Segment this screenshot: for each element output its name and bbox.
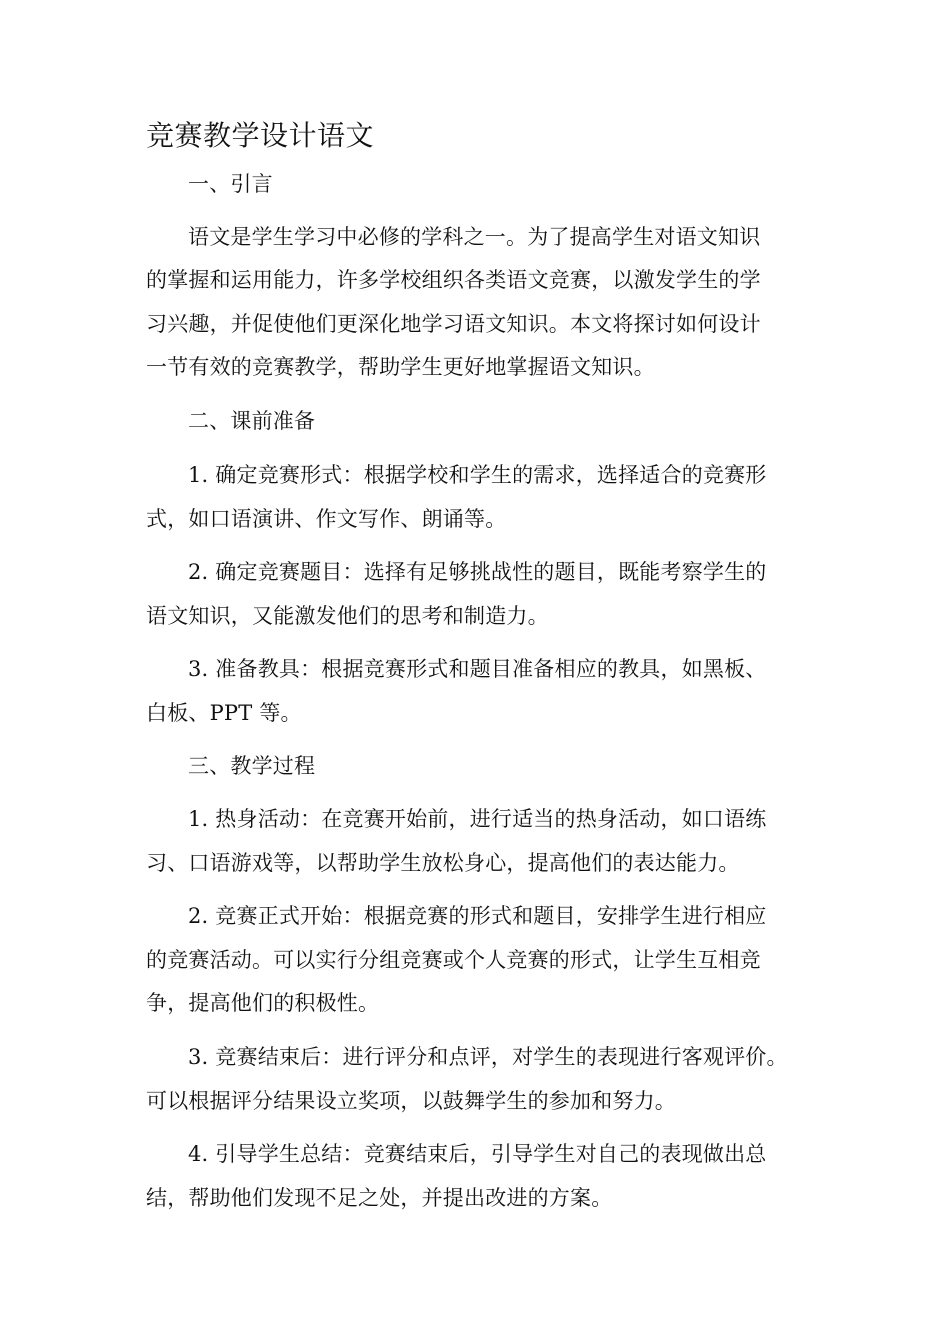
document-title: 竞赛教学设计语文 — [146, 119, 375, 152]
paragraph-line: 习兴趣，并促使他们更深化地学习语文知识。本文将探讨如何设计 — [146, 312, 761, 336]
paragraph-line: 争，提高他们的积极性。 — [146, 991, 380, 1015]
section-heading-intro: 一、引言 — [188, 172, 273, 196]
paragraph-line: 3. 准备教具：根据竞赛形式和题目准备相应的教具，如黑板、 — [188, 657, 767, 681]
paragraph-line: 可以根据评分结果设立奖项，以鼓舞学生的参加和努力。 — [146, 1089, 676, 1113]
paragraph-line: 结，帮助他们发现不足之处，并提出改进的方案。 — [146, 1186, 613, 1210]
paragraph-line: 2. 确定竞赛题目：选择有足够挑战性的题目，既能考察学生的 — [188, 560, 767, 584]
paragraph-line: 1. 确定竞赛形式：根据学校和学生的需求，选择适合的竞赛形 — [188, 463, 767, 487]
paragraph-line: 2. 竞赛正式开始：根据竞赛的形式和题目，安排学生进行相应 — [188, 904, 767, 928]
paragraph-line: 的竞赛活动。可以实行分组竞赛或个人竞赛的形式，让学生互相竞 — [146, 948, 761, 972]
paragraph-line: 3. 竞赛结束后：进行评分和点评，对学生的表现进行客观评价。 — [188, 1045, 788, 1069]
paragraph-line: 习、口语游戏等，以帮助学生放松身心，提高他们的表达能力。 — [146, 851, 740, 875]
paragraph-line: 语文是学生学习中必修的学科之一。为了提高学生对语文知识 — [188, 225, 761, 249]
paragraph-line: 1. 热身活动：在竞赛开始前，进行适当的热身活动，如口语练 — [188, 807, 767, 831]
paragraph-line: 的掌握和运用能力，许多学校组织各类语文竞赛，以激发学生的学 — [146, 268, 761, 292]
paragraph-line: 4. 引导学生总结：竞赛结束后，引导学生对自己的表现做出总 — [188, 1142, 767, 1166]
section-heading-preparation: 二、课前准备 — [188, 409, 316, 433]
paragraph-line: 语文知识，又能激发他们的思考和制造力。 — [146, 604, 549, 628]
section-heading-process: 三、教学过程 — [188, 754, 316, 778]
paragraph-line: 式，如口语演讲、作文写作、朗诵等。 — [146, 507, 507, 531]
paragraph-line: 一节有效的竞赛教学，帮助学生更好地掌握语文知识。 — [146, 355, 655, 379]
paragraph-line: 白板、PPT 等。 — [146, 701, 302, 725]
